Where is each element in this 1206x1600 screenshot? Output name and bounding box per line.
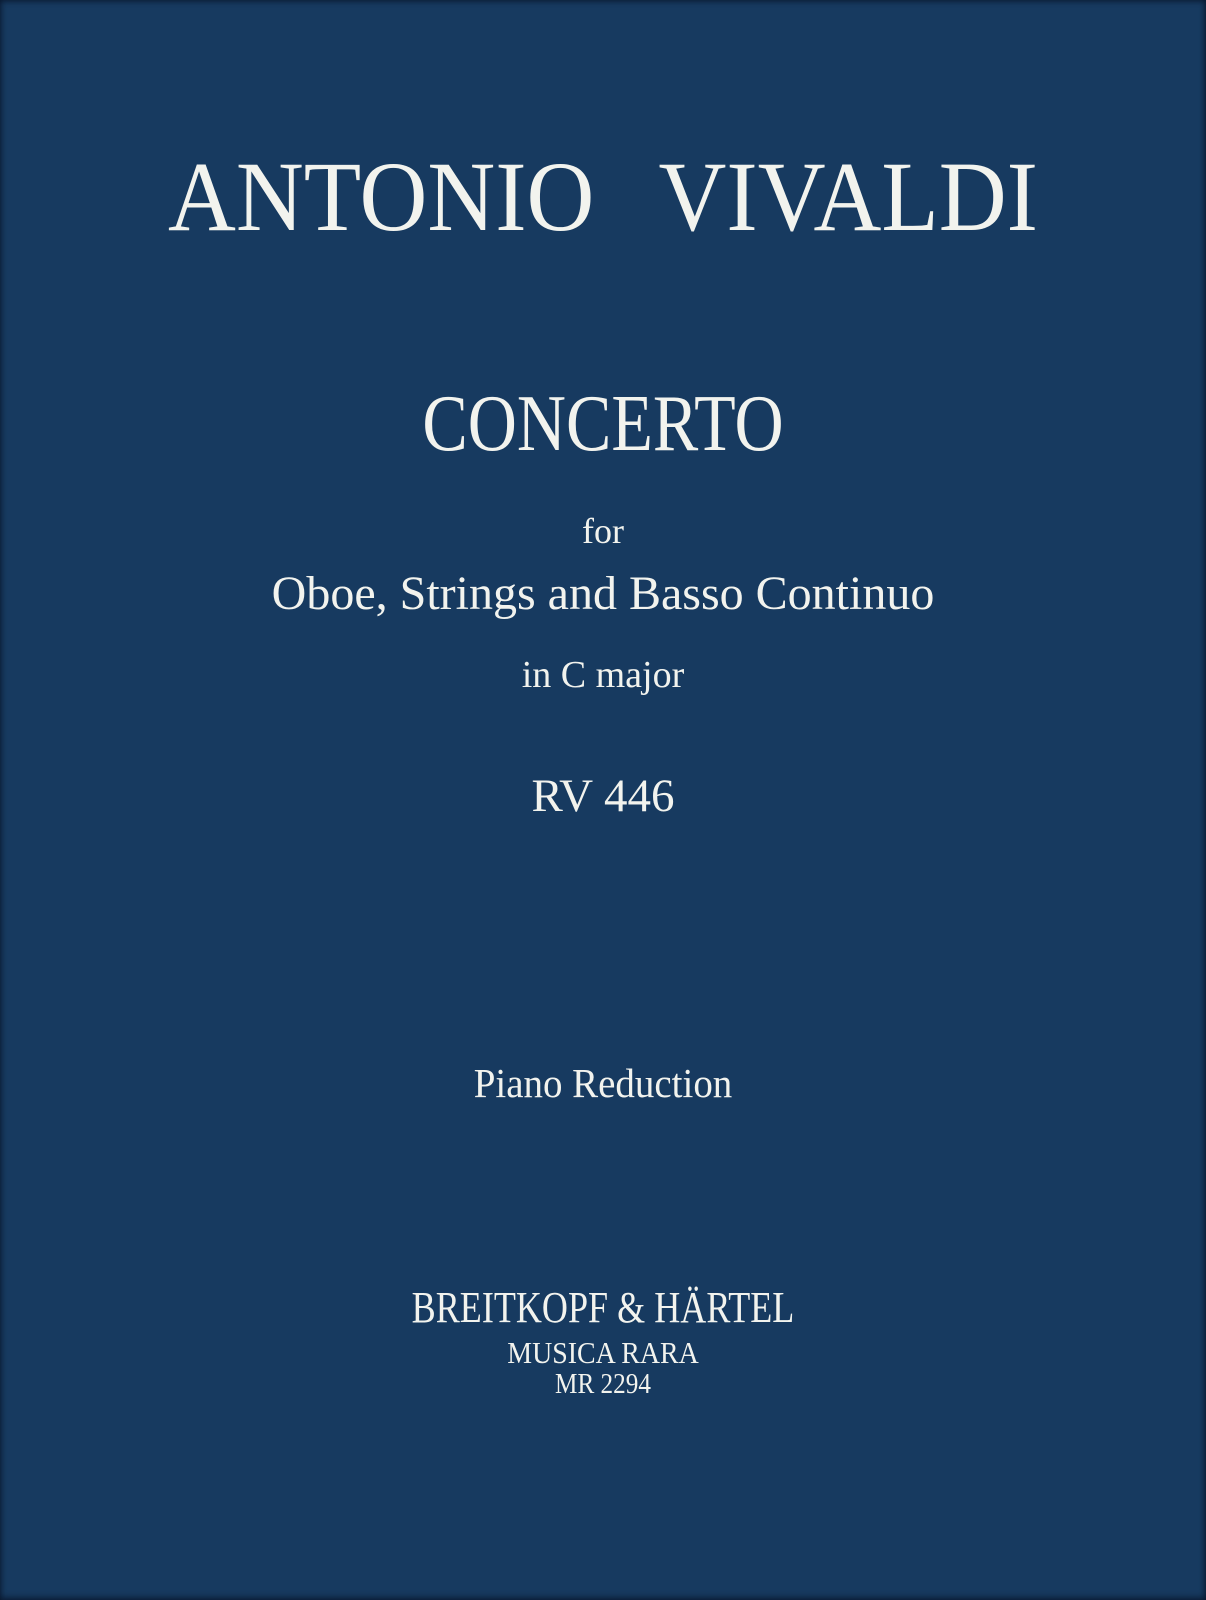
- composer-name: ANTONIO VIVALDI: [168, 141, 1038, 252]
- catalogue-number: RV 446: [531, 770, 675, 822]
- imprint-name: MUSICA RARA: [507, 1335, 699, 1370]
- publisher-name: BREITKOPF & HÄRTEL: [411, 1283, 795, 1332]
- instrumentation-line: Oboe, Strings and Basso Continuo: [271, 567, 935, 620]
- key-line: in C major: [521, 654, 685, 696]
- edition-type: Piano Reduction: [473, 1060, 733, 1106]
- work-title: CONCERTO: [422, 380, 784, 468]
- title-preposition: for: [582, 511, 624, 551]
- plate-number: MR 2294: [555, 1369, 651, 1400]
